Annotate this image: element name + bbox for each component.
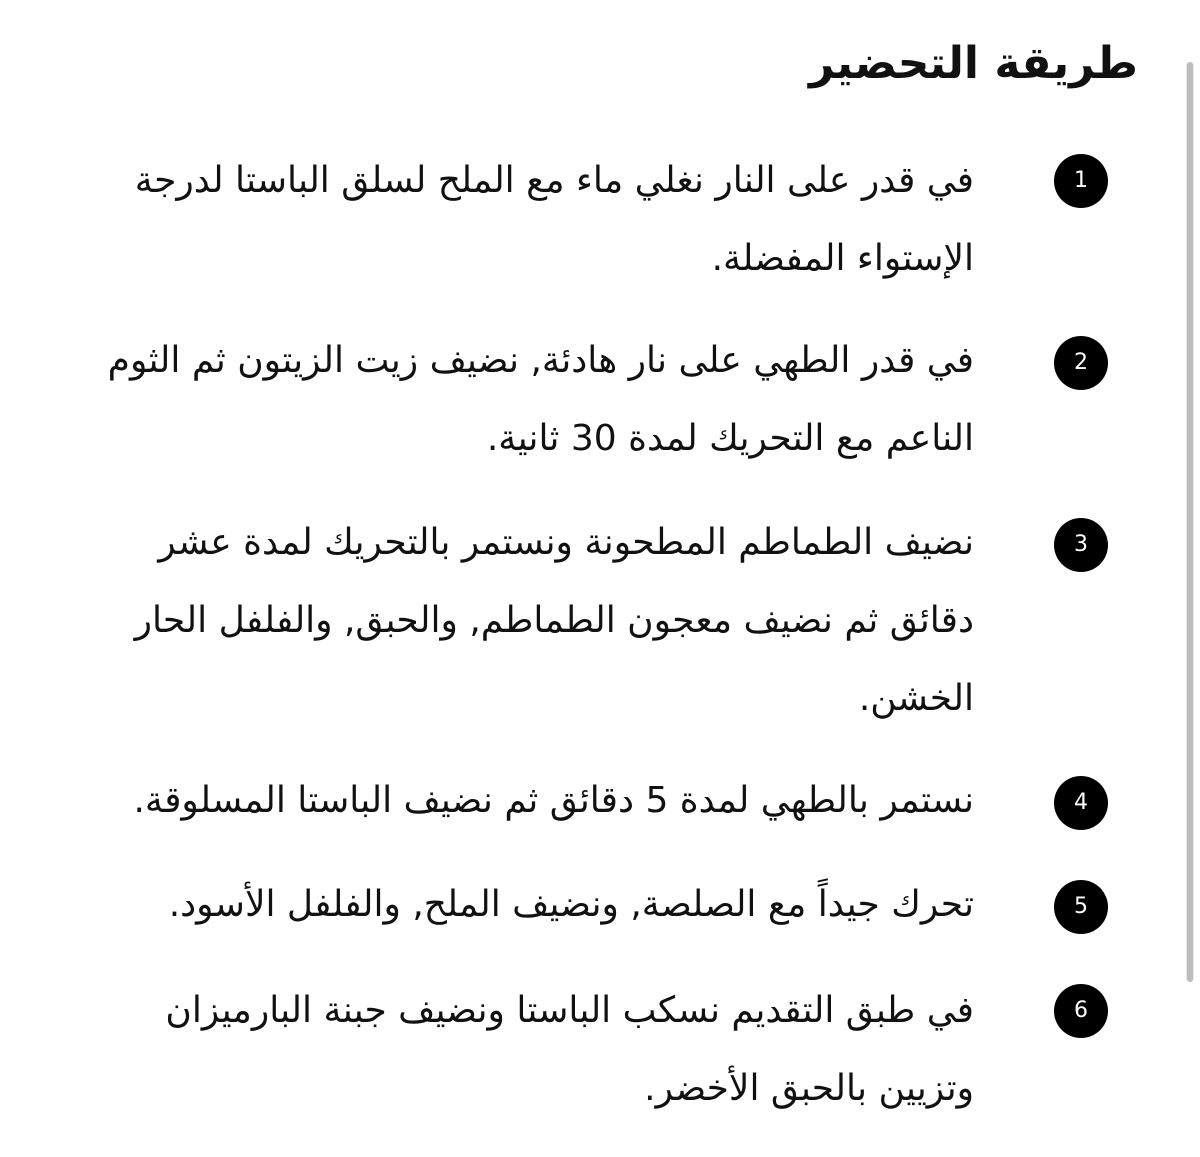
step-number-badge: 5 (1054, 880, 1108, 934)
scrollbar-thumb[interactable] (1187, 62, 1193, 982)
step-text: نستمر بالطهي لمدة 5 دقائق ثم نضيف الباستا المسلوقة. (133, 780, 974, 821)
step-text: نضيف الطماطم المطحونة ونستمر بالتحريك لمدة عشر دقائق ثم نضيف معجون الطماطم, والحبق, والفلفل الحار الخشن. (134, 522, 974, 719)
step-number-badge: 1 (1054, 154, 1108, 208)
step-number-badge: 4 (1054, 776, 1108, 830)
vertical-scrollbar[interactable] (1186, 62, 1194, 982)
step-number-badge: 3 (1054, 518, 1108, 572)
section-title: طريقة التحضير (809, 38, 1138, 89)
step-number-badge: 6 (1054, 984, 1108, 1038)
step-text: في قدر الطهي على نار هادئة, نضيف زيت الزيتون ثم الثوم الناعم مع التحريك لمدة 30 ثانية. (107, 340, 974, 459)
step-text: تحرك جيداً مع الصلصة, ونضيف الملح, والفلفل الأسود. (168, 884, 974, 925)
step-text: في قدر على النار نغلي ماء مع الملح لسلق الباستا لدرجة الإستواء المفضلة. (134, 160, 974, 279)
step-text: في طبق التقديم نسكب الباستا ونضيف جبنة البارميزان وتزيين بالحبق الأخضر. (165, 990, 974, 1109)
step-number-badge: 2 (1054, 336, 1108, 390)
